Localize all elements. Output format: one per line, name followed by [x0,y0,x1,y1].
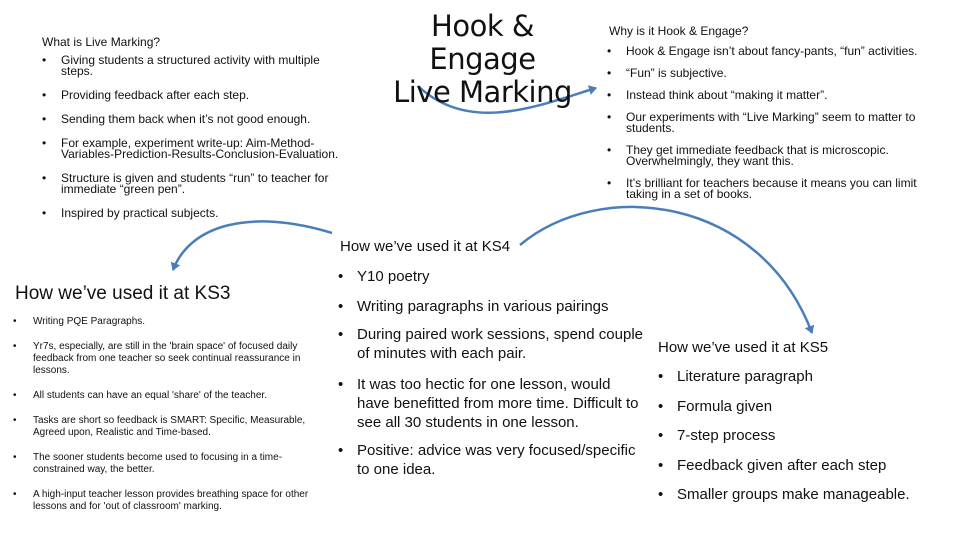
ks3-heading: How we’ve used it at KS3 [15,283,231,304]
list-item: • Structure is given and students “run” to teacher for immediate “green pen”. [61,173,351,195]
ks5-heading: How we’ve used it at KS5 [658,339,829,356]
list-item: • Y10 poetry [357,267,647,286]
list-item: • Smaller groups make manageable. [677,485,947,504]
ks4-list [357,267,647,479]
list-item: • Instead think about “making it matter”. [626,90,926,101]
list-item: • Providing feedback after each step. [61,90,351,101]
title-line-2: Live Marking [393,75,572,109]
live-marking-heading: What is Live Marking? [42,35,161,49]
list-item: • All students can have an equal 'share' of the teacher. [33,390,328,402]
ks4-heading: How we’ve used it at KS4 [340,238,511,255]
list-item: • They get immediate feedback that is microscopic. Overwhelmingly, they want this. [626,145,926,167]
list-item: • Literature paragraph [677,367,947,386]
live-marking-list [61,55,351,232]
page-title [380,10,585,109]
list-item: • The sooner students become used to focusing in a time-constrained way, the better. [33,452,328,476]
list-item: • 7-step process [677,426,947,445]
why-list [626,46,926,211]
list-item: • Writing PQE Paragraphs. [33,316,328,328]
title-line-1: Hook & Engage [429,9,536,76]
list-item: • A high-input teacher lesson provides breathing space for other lessons and for 'out of classroom' marking. [33,489,328,513]
list-item: • Formula given [677,397,947,416]
list-item: • Hook & Engage isn’t about fancy-pants, “fun” activities. [626,46,926,57]
list-item: • Yr7s, especially, are still in the 'brain space' of focused daily feedback from one teacher so seek continual reassurance in lessons. [33,341,328,377]
ks3-list [33,316,328,526]
ks5-list [677,367,947,515]
list-item: • Sending them back when it’s not good enough. [61,114,351,125]
list-item: • Giving students a structured activity with multiple steps. [61,55,351,77]
list-item: • “Fun” is subjective. [626,68,926,79]
list-item: • Tasks are short so feedback is SMART: Specific, Measurable, Agreed upon, Realistic and Time-based. [33,415,328,439]
list-item: • It’s brilliant for teachers because it means you can limit taking in a set of books. [626,178,926,200]
list-item: • For example, experiment write-up: Aim-Method-Variables-Prediction-Results-Conclusion-Evaluation. [61,138,351,160]
list-item: • During paired work sessions, spend couple of minutes with each pair. [357,325,647,363]
list-item: • Inspired by practical subjects. [61,208,351,219]
list-item: • Writing paragraphs in various pairings [357,297,647,316]
list-item: • Feedback given after each step [677,456,947,475]
list-item: • Positive: advice was very focused/specific to one idea. [357,441,647,479]
why-heading: Why is it Hook & Engage? [609,24,749,38]
list-item: • It was too hectic for one lesson, would have benefitted from more time. Difficult to see all 30 students in one lesson. [357,375,647,432]
list-item: • Our experiments with “Live Marking” seem to matter to students. [626,112,926,134]
